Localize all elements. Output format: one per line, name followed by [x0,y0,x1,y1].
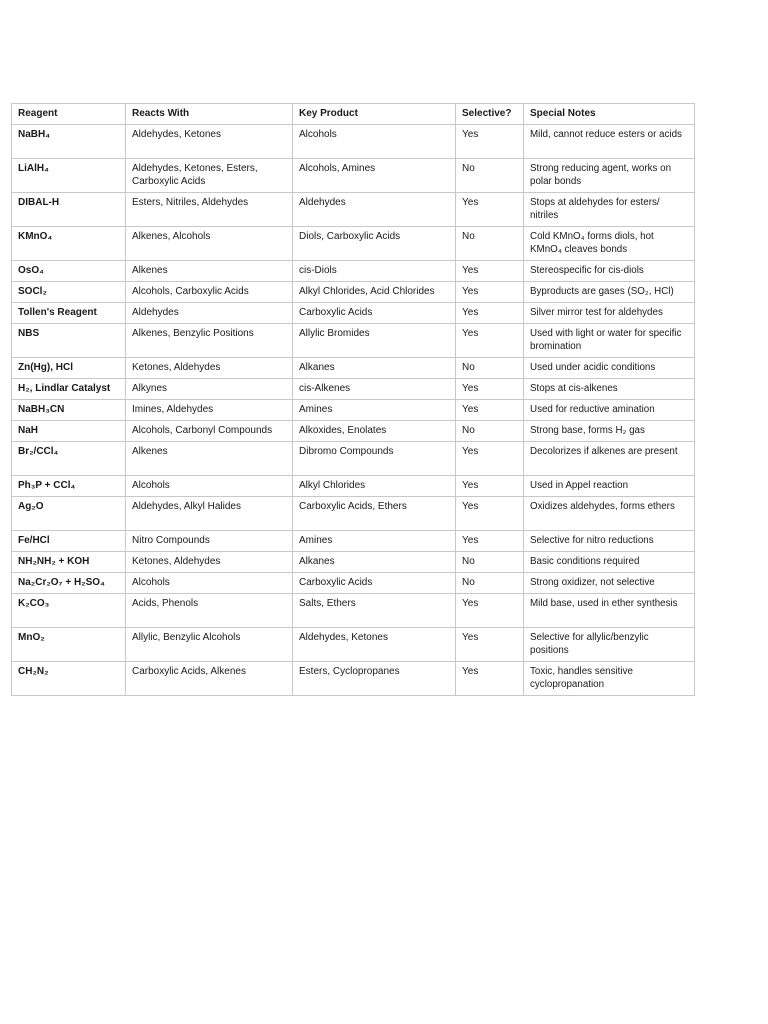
special-notes-cell: Selective for nitro reductions [524,531,695,552]
reagent-cell: Tollen's Reagent [12,303,126,324]
key-product-cell: Diols, Carboxylic Acids [293,227,456,261]
reacts-with-cell: Acids, Phenols [126,594,293,628]
selective-cell: No [456,358,524,379]
selective-cell: Yes [456,476,524,497]
key-product-cell: Carboxylic Acids, Ethers [293,497,456,531]
selective-cell: No [456,159,524,193]
reagent-cell: Ag₂O [12,497,126,531]
special-notes-cell: Basic conditions required [524,552,695,573]
reacts-with-cell: Alcohols, Carboxylic Acids [126,282,293,303]
table-row [12,594,695,628]
reacts-with-cell: Ketones, Aldehydes [126,552,293,573]
special-notes-cell: Mild base, used in ether synthesis [524,594,695,628]
special-notes-cell: Used for reductive amination [524,400,695,421]
selective-cell: Yes [456,497,524,531]
reagent-cell: KMnO₄ [12,227,126,261]
table-header [12,104,695,125]
table-row [12,442,695,476]
special-notes-cell: Stereospecific for cis-diols [524,261,695,282]
key-product-cell: Allylic Bromides [293,324,456,358]
selective-cell: No [456,573,524,594]
reagent-cell: NaBH₄ [12,125,126,159]
table-row [12,125,695,159]
reagent-cell: Zn(Hg), HCl [12,358,126,379]
special-notes-cell: Cold KMnO₄ forms diols, hot KMnO₄ cleaves bonds [524,227,695,261]
key-product-cell: Alkoxides, Enolates [293,421,456,442]
key-product-cell: Salts, Ethers [293,594,456,628]
reacts-with-cell: Nitro Compounds [126,531,293,552]
key-product-cell: Amines [293,400,456,421]
special-notes-cell: Selective for allylic/benzylic positions [524,628,695,662]
special-notes-cell: Byproducts are gases (SO₂, HCl) [524,282,695,303]
special-notes-cell: Decolorizes if alkenes are present [524,442,695,476]
reagent-cell: LiAlH₄ [12,159,126,193]
selective-cell: Yes [456,442,524,476]
reagent-cell: NaH [12,421,126,442]
key-product-cell: Alcohols [293,125,456,159]
table-row [12,193,695,227]
reacts-with-cell: Aldehydes [126,303,293,324]
special-notes-cell: Strong reducing agent, works on polar bonds [524,159,695,193]
table-row [12,303,695,324]
reagent-table [11,103,695,696]
selective-cell: Yes [456,628,524,662]
special-notes-cell: Used with light or water for specific bromination [524,324,695,358]
table-row [12,159,695,193]
selective-cell: Yes [456,594,524,628]
key-product-cell: Alkyl Chlorides, Acid Chlorides [293,282,456,303]
reagent-cell: NaBH₃CN [12,400,126,421]
selective-cell: Yes [456,379,524,400]
header-reacts-with: Reacts With [126,104,293,125]
reagent-cell: Br₂/CCl₄ [12,442,126,476]
table-row [12,379,695,400]
header-key-product: Key Product [293,104,456,125]
table-row [12,552,695,573]
key-product-cell: Carboxylic Acids [293,573,456,594]
reacts-with-cell: Allylic, Benzylic Alcohols [126,628,293,662]
reacts-with-cell: Aldehydes, Ketones, Esters, Carboxylic Acids [126,159,293,193]
reagent-cell: SOCl₂ [12,282,126,303]
reacts-with-cell: Alcohols [126,476,293,497]
selective-cell: No [456,227,524,261]
key-product-cell: Alkanes [293,358,456,379]
table-row [12,497,695,531]
reagent-cell: OsO₄ [12,261,126,282]
table-row [12,358,695,379]
reacts-with-cell: Alcohols [126,573,293,594]
selective-cell: Yes [456,531,524,552]
special-notes-cell: Stops at cis-alkenes [524,379,695,400]
key-product-cell: Dibromo Compounds [293,442,456,476]
reacts-with-cell: Imines, Aldehydes [126,400,293,421]
selective-cell: Yes [456,400,524,421]
reacts-with-cell: Alkenes [126,261,293,282]
special-notes-cell: Toxic, handles sensitive cyclopropanation [524,662,695,696]
key-product-cell: cis-Diols [293,261,456,282]
selective-cell: Yes [456,303,524,324]
reacts-with-cell: Alkenes [126,442,293,476]
reagent-cell: NH₂NH₂ + KOH [12,552,126,573]
key-product-cell: Carboxylic Acids [293,303,456,324]
key-product-cell: cis-Alkenes [293,379,456,400]
key-product-cell: Aldehydes, Ketones [293,628,456,662]
reacts-with-cell: Esters, Nitriles, Aldehydes [126,193,293,227]
selective-cell: Yes [456,193,524,227]
selective-cell: Yes [456,282,524,303]
selective-cell: No [456,552,524,573]
reagent-cell: DIBAL-H [12,193,126,227]
key-product-cell: Esters, Cyclopropanes [293,662,456,696]
reagent-cell: MnO₂ [12,628,126,662]
table-body [12,125,695,696]
reacts-with-cell: Alkenes, Benzylic Positions [126,324,293,358]
special-notes-cell: Stops at aldehydes for esters/ nitriles [524,193,695,227]
reacts-with-cell: Alkynes [126,379,293,400]
reacts-with-cell: Aldehydes, Alkyl Halides [126,497,293,531]
reacts-with-cell: Aldehydes, Ketones [126,125,293,159]
special-notes-cell: Strong base, forms H₂ gas [524,421,695,442]
special-notes-cell: Silver mirror test for aldehydes [524,303,695,324]
selective-cell: Yes [456,324,524,358]
selective-cell: Yes [456,261,524,282]
table-row [12,531,695,552]
special-notes-cell: Oxidizes aldehydes, forms ethers [524,497,695,531]
reacts-with-cell: Ketones, Aldehydes [126,358,293,379]
selective-cell: No [456,421,524,442]
header-special-notes: Special Notes [524,104,695,125]
key-product-cell: Alkanes [293,552,456,573]
reacts-with-cell: Carboxylic Acids, Alkenes [126,662,293,696]
special-notes-cell: Mild, cannot reduce esters or acids [524,125,695,159]
special-notes-cell: Used in Appel reaction [524,476,695,497]
reagent-cell: Ph₃P + CCl₄ [12,476,126,497]
table-row [12,421,695,442]
table-row [12,261,695,282]
table-row [12,476,695,497]
table-row [12,662,695,696]
key-product-cell: Alkyl Chlorides [293,476,456,497]
table-row [12,324,695,358]
reacts-with-cell: Alcohols, Carbonyl Compounds [126,421,293,442]
table-row [12,573,695,594]
key-product-cell: Amines [293,531,456,552]
reacts-with-cell: Alkenes, Alcohols [126,227,293,261]
special-notes-cell: Strong oxidizer, not selective [524,573,695,594]
table-row [12,227,695,261]
reagent-cell: H₂, Lindlar Catalyst [12,379,126,400]
reagent-cell: Na₂Cr₂O₇ + H₂SO₄ [12,573,126,594]
reagent-cell: NBS [12,324,126,358]
selective-cell: Yes [456,125,524,159]
header-reagent: Reagent [12,104,126,125]
reagent-cell: K₂CO₃ [12,594,126,628]
reagent-cell: CH₂N₂ [12,662,126,696]
header-selective: Selective? [456,104,524,125]
header-row [12,104,695,125]
reagent-cell: Fe/HCl [12,531,126,552]
key-product-cell: Alcohols, Amines [293,159,456,193]
selective-cell: Yes [456,662,524,696]
table-row [12,400,695,421]
key-product-cell: Aldehydes [293,193,456,227]
table-row [12,282,695,303]
table-row [12,628,695,662]
special-notes-cell: Used under acidic conditions [524,358,695,379]
